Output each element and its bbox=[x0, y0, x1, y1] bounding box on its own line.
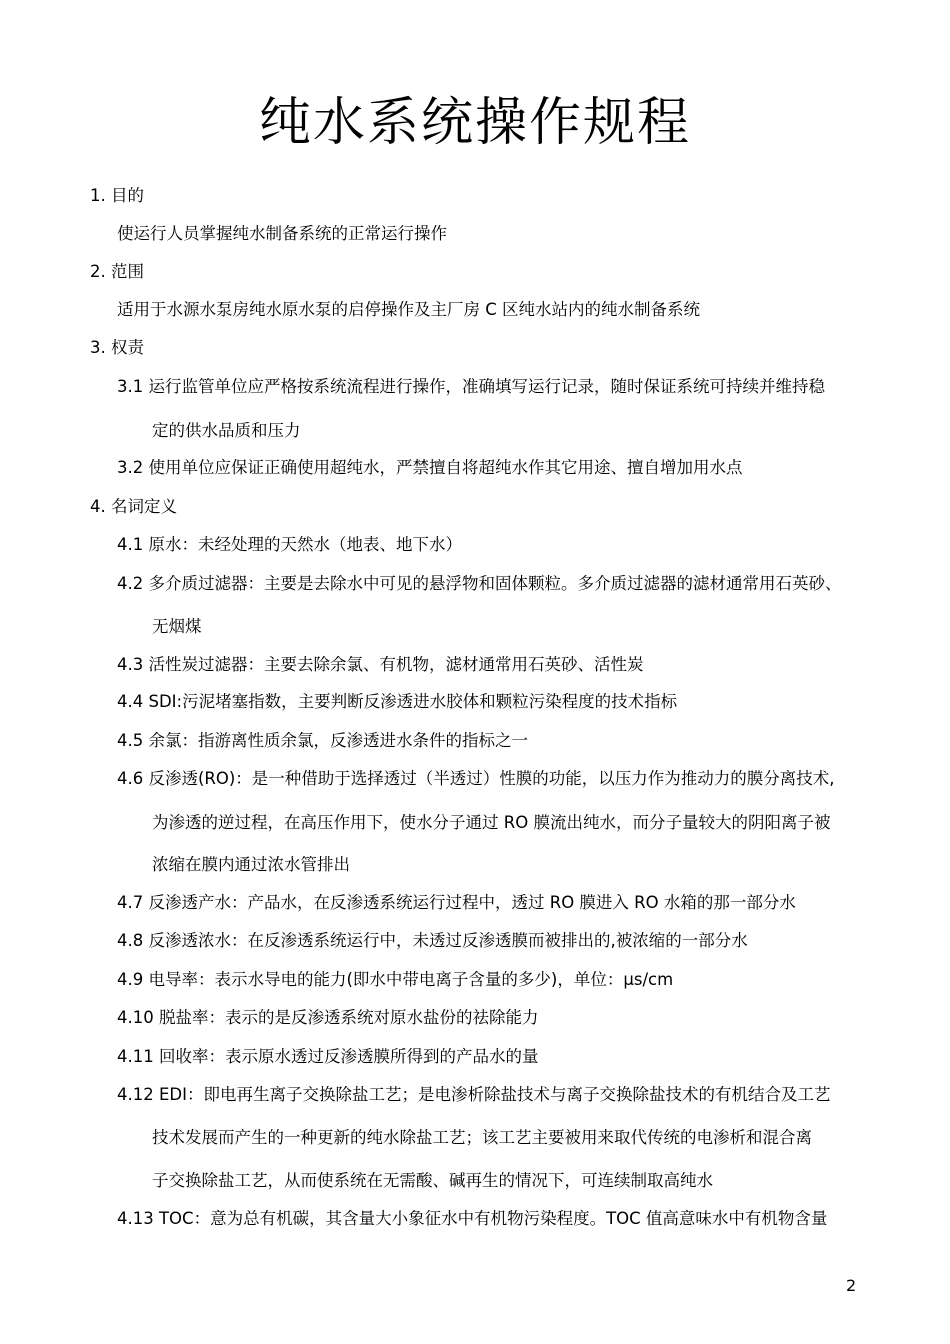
document-title: 纯水系统操作规程 bbox=[258, 93, 691, 153]
list-item: 4.3 活性炭过滤器：主要去除余氯、有机物，滤材通常用石英砂、活性炭 bbox=[117, 655, 644, 674]
list-item: 4.5 余氯：指游离性质余氯，反渗透进水条件的指标之一 bbox=[117, 731, 528, 750]
list-item: 4.9 电导率：表示水导电的能力(即水中带电离子含量的多少)，单位：μs/cm bbox=[117, 970, 674, 989]
section-heading: 2. 范围 bbox=[90, 262, 144, 281]
list-item-continuation: 子交换除盐工艺，从而使系统在无需酸、碱再生的情况下，可连续制取高纯水 bbox=[152, 1171, 713, 1190]
section-heading: 1. 目的 bbox=[90, 186, 144, 205]
list-item: 4.10 脱盐率：表示的是反渗透系统对原水盐份的祛除能力 bbox=[117, 1008, 539, 1027]
list-item: 3.2 使用单位应保证正确使用超纯水，严禁擅自将超纯水作其它用途、擅自增加用水点 bbox=[117, 458, 743, 477]
section-heading: 3. 权责 bbox=[90, 338, 144, 357]
list-item: 4.13 TOC：意为总有机碳，其含量大小象征水中有机物污染程度。TOC 值高意味水中有机物含量 bbox=[117, 1209, 828, 1228]
section-heading: 4. 名词定义 bbox=[90, 497, 177, 516]
list-item-continuation: 为渗透的逆过程，在高压作用下，使水分子通过 RO 膜流出纯水，而分子量较大的阴阳离子被 bbox=[152, 813, 831, 832]
list-item: 4.8 反渗透浓水：在反渗透系统运行中，未透过反渗透膜而被排出的,被浓缩的一部分水 bbox=[117, 931, 748, 950]
list-item: 4.6 反渗透(RO)：是一种借助于选择透过（半透过）性膜的功能，以压力作为推动力的膜分离技术, bbox=[117, 769, 835, 788]
page-number: 2 bbox=[846, 1276, 857, 1295]
list-item: 4.12 EDI：即电再生离子交换除盐工艺；是电渗析除盐技术与离子交换除盐技术的有机结合及工艺 bbox=[117, 1085, 831, 1104]
paragraph-line: 适用于水源水泵房纯水原水泵的启停操作及主厂房 C 区纯水站内的纯水制备系统 bbox=[117, 300, 701, 319]
list-item-continuation: 无烟煤 bbox=[152, 617, 202, 636]
list-item: 4.4 SDI:污泥堵塞指数，主要判断反渗透进水胶体和颗粒污染程度的技术指标 bbox=[117, 692, 678, 711]
list-item: 4.11 回收率：表示原水透过反渗透膜所得到的产品水的量 bbox=[117, 1047, 539, 1066]
list-item: 4.1 原水：未经处理的天然水（地表、地下水） bbox=[117, 535, 462, 554]
list-item: 3.1 运行监管单位应严格按系统流程进行操作，准确填写运行记录，随时保证系统可持续并维持稳 bbox=[117, 377, 825, 396]
list-item: 4.2 多介质过滤器：主要是去除水中可见的悬浮物和固体颗粒。多介质过滤器的滤材通常用石英砂、 bbox=[117, 574, 842, 593]
list-item-continuation: 浓缩在膜内通过浓水管排出 bbox=[152, 855, 350, 874]
list-item: 4.7 反渗透产水：产品水，在反渗透系统运行过程中，透过 RO 膜进入 RO 水箱的那一部分水 bbox=[117, 893, 796, 912]
list-item-continuation: 技术发展而产生的一种更新的纯水除盐工艺；该工艺主要被用来取代传统的电渗析和混合离 bbox=[152, 1128, 812, 1147]
paragraph-line: 使运行人员掌握纯水制备系统的正常运行操作 bbox=[117, 224, 447, 243]
list-item-continuation: 定的供水品质和压力 bbox=[152, 421, 301, 440]
